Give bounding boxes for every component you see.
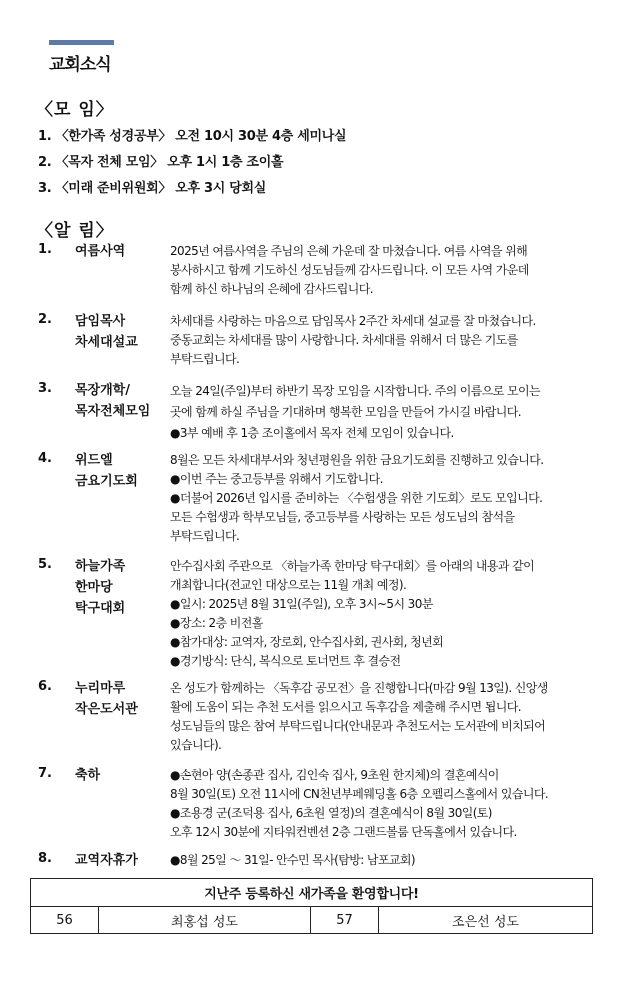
- welcome-title: 지난주 등록하신 새가족을 환영합니다!: [31, 879, 593, 907]
- notice-label: 목장개학/ 목자전체모임: [75, 383, 151, 419]
- meeting-item-1: 1. 〈한가족 성경공부〉 오전 10시 30분 4층 세미나실: [38, 129, 347, 144]
- notice-label: 하늘가족 한마당 탁구대회: [75, 559, 126, 616]
- notice-body: ●손현아 양(손종관 집사, 김인숙 집사, 9초원 한지체)의 결혼예식이 8월 30일(토) 오전 11시에 CN천년부페웨딩홀 6층 오펠리스홀에서 있습니다. ●조용경 군(조덕용 집사, 6초원 열정)의 결혼예식이 8월 30일(토) 오후 12시 30분에 지타워컨벤션 2층 그랜드볼룸 단독홀에서 있습니다.: [170, 768, 549, 839]
- new-family-number: 57: [311, 907, 379, 934]
- notice-number: 3.: [38, 381, 52, 396]
- new-family-name: 조은선 성도: [379, 907, 593, 934]
- title-accent-bar: [49, 40, 114, 45]
- meetings-heading: 〈모 임〉: [36, 100, 114, 120]
- notice-label: 위드엘 금요기도회: [75, 453, 138, 489]
- notice-number: 7.: [38, 766, 52, 781]
- notice-body: 차세대를 사랑하는 마음으로 담임목사 2주간 차세대 설교를 잘 마쳤습니다. 중동교회는 차세대를 많이 사랑합니다. 차세대를 위해서 더 많은 기도를 부탁드립니다.: [170, 314, 536, 366]
- notice-body: 오늘 24일(주일)부터 하반기 목장 모임을 시작합니다. 주의 이름으로 모이는 곳에 함께 하실 주님을 기대하며 행복한 모임을 만들어 가시길 바랍니다. ●3부 예배 후 1층 조이홀에서 목자 전체 모임이 있습니다.: [170, 384, 540, 440]
- table-row: [31, 907, 593, 934]
- notices-heading: 〈알 림〉: [36, 221, 114, 241]
- notice-body: ●8월 25일 ～ 31일- 안수민 목사(탐방: 남포교회): [170, 853, 415, 867]
- notice-label: 여름사역: [75, 244, 126, 259]
- new-family-name: 최홍섭 성도: [99, 907, 311, 934]
- meeting-item-3: 3. 〈미래 준비위원회〉 오후 3시 당회실: [38, 181, 267, 196]
- table-header-row: [31, 879, 593, 907]
- notice-label: 축하: [75, 768, 101, 783]
- notice-number: 5.: [38, 557, 52, 572]
- notice-body: 8월은 모든 차세대부서와 청년평원을 위한 금요기도회를 진행하고 있습니다. ●이번 주는 중고등부를 위해서 기도합니다. ●더불어 2026년 입시를 준비하는 〈수험생을 위한 기도회〉로도 모입니다. 모든 수험생과 학부모님들, 중고등부를 사랑하는 모든 성도님의 참석을 부탁드립니다.: [170, 453, 544, 543]
- notice-body: 안수집사회 주관으로 〈하늘가족 한마당 탁구대회〉를 아래의 내용과 같이 개최합니다(전교인 대상으로는 11월 개최 예정). ●일시: 2025년 8월 31일(주일), 오후 3시~5시 30분 ●장소: 2층 비전홀 ●참가대상: 교역자, 장로회, 안수집사회, 권사회, 청년회 ●경기방식: 단식, 복식으로 토너먼트 후 결승전: [170, 559, 535, 668]
- notice-number: 8.: [38, 851, 52, 866]
- notice-label: 담임목사 차세대설교: [75, 314, 138, 350]
- meeting-item-2: 2. 〈목자 전체 모임〉 오후 1시 1층 조이홀: [38, 155, 284, 170]
- notice-number: 6.: [38, 679, 52, 694]
- new-family-table: [30, 878, 593, 934]
- notice-number: 4.: [38, 451, 52, 466]
- notice-number: 2.: [38, 312, 52, 327]
- notice-label: 교역자휴가: [75, 853, 138, 868]
- page-title: 교회소식: [49, 55, 111, 75]
- notice-label: 누리마루 작은도서관: [75, 681, 138, 717]
- new-family-number: 56: [31, 907, 99, 934]
- notice-body: 온 성도가 함께하는 〈독후감 공모전〉을 진행합니다(마감 9월 13일). 신앙생 활에 도움이 되는 추천 도서를 읽으시고 독후감을 제출해 주시면 됩니다. 성도님들의 많은 참여 부탁드립니다(안내문과 추천도서는 도서관에 비치되어 있습니다).: [170, 681, 548, 752]
- notice-number: 1.: [38, 242, 52, 257]
- notice-body: 2025년 여름사역을 주님의 은혜 가운데 잘 마쳤습니다. 여름 사역을 위해 봉사하시고 함께 기도하신 성도님들께 감사드립니다. 이 모든 사역 가운데 함께 하신 하나님의 은혜에 감사드립니다.: [170, 244, 529, 296]
